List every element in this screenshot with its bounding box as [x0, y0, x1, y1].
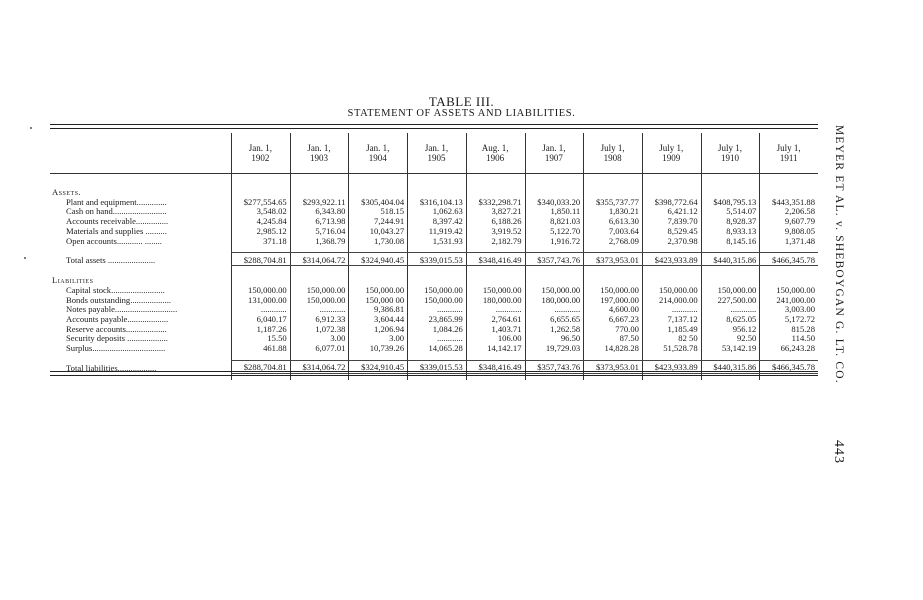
top-rule-1 [50, 124, 818, 125]
value-cell: 2,182.79 [466, 237, 525, 247]
value-cell: 150,000 00 [349, 296, 408, 306]
spacer-cell [290, 174, 349, 189]
value-cell: $332,298.71 [466, 198, 525, 208]
value-cell: $408,795.13 [701, 198, 760, 208]
value-cell: $466,345.78 [760, 360, 818, 373]
bottom-rule-2 [50, 375, 818, 376]
value-cell: $339,015.53 [408, 253, 467, 266]
value-cell: 6,713.98 [290, 217, 349, 227]
value-cell: 92.50 [701, 334, 760, 344]
value-cell: 6,655.65 [525, 315, 584, 325]
value-cell: 5,172.72 [760, 315, 818, 325]
value-cell: 150,000.00 [290, 296, 349, 306]
section-heading: Assets. [52, 187, 82, 197]
value-cell: 106.00 [466, 334, 525, 344]
speck [30, 127, 32, 129]
row-label: Materials and supplies .......... [66, 225, 167, 236]
row-label: Cash on hand......................... [66, 206, 167, 217]
spacer-cell [701, 266, 760, 277]
value-cell: $314,064.72 [290, 253, 349, 266]
column-header: July 1, 1910 [701, 133, 760, 174]
value-cell: 1,187.26 [232, 325, 291, 335]
table-title: TABLE III. [428, 94, 495, 109]
value-cell: 2,985.12 [232, 227, 291, 237]
value-cell: $398,772.64 [642, 198, 701, 208]
row-label: Bonds outstanding................... [66, 294, 172, 305]
value-cell: 180,000.00 [525, 296, 584, 306]
value-cell: $324,940.45 [349, 253, 408, 266]
value-cell: 11,919.42 [408, 227, 467, 237]
value-cell: $373,953.01 [584, 360, 643, 373]
value-cell: 6,040.17 [232, 315, 291, 325]
value-cell: 3,604.44 [349, 315, 408, 325]
column-header: Jan. 1, 1904 [349, 133, 408, 174]
value-cell: 150,000.00 [408, 296, 467, 306]
value-cell: 2,764.61 [466, 315, 525, 325]
value-cell: 6,343.80 [290, 207, 349, 217]
value-cell: 1,084.26 [408, 325, 467, 335]
value-cell: $324,910.45 [349, 360, 408, 373]
value-cell: 371.18 [232, 237, 291, 247]
value-cell: 180,000.00 [466, 296, 525, 306]
spacer-cell [525, 266, 584, 277]
spacer-cell [584, 174, 643, 189]
value-cell: ............ [642, 305, 701, 315]
value-cell: 150,000.00 [466, 286, 525, 296]
value-cell: 9,386.81 [349, 305, 408, 315]
spacer-cell [760, 174, 818, 189]
value-cell: 2,370.98 [642, 237, 701, 247]
value-cell: $340,033.20 [525, 198, 584, 208]
value-cell: 7,003.64 [584, 227, 643, 237]
value-cell: 1,916.72 [525, 237, 584, 247]
spacer-cell [642, 266, 701, 277]
value-cell: 19,729.03 [525, 344, 584, 354]
running-head-text: MEYER ET AL. v. SHEBOYGAN G. LT. CO. [833, 125, 845, 384]
value-cell: 7,137.12 [642, 315, 701, 325]
spacer-cell [525, 174, 584, 189]
table-subtitle: STATEMENT OF ASSETS AND LIABILITIES. [347, 108, 576, 119]
running-head [829, 125, 847, 385]
value-cell: 770.00 [584, 325, 643, 335]
value-cell: ............ [701, 305, 760, 315]
value-cell: 150,000.00 [701, 286, 760, 296]
value-cell: 461.88 [232, 344, 291, 354]
value-cell: $339,015.53 [408, 360, 467, 373]
value-cell: 1,830.21 [584, 207, 643, 217]
value-cell: 8,145.16 [701, 237, 760, 247]
table-row [50, 237, 818, 247]
value-cell: 10,739.26 [349, 344, 408, 354]
value-cell: 815.28 [760, 325, 818, 335]
value-cell: 51,528.78 [642, 344, 701, 354]
spacer-cell [232, 266, 291, 277]
row-label: Notes payable............................. [66, 304, 178, 315]
page-number-text: 443 [831, 440, 846, 464]
value-cell: $355,737.77 [584, 198, 643, 208]
page-number [829, 440, 847, 480]
value-cell: 7,244.91 [349, 217, 408, 227]
value-cell: $423,933.89 [642, 360, 701, 373]
value-cell: 9,808.05 [760, 227, 818, 237]
value-cell: 150,000.00 [232, 286, 291, 296]
spacer-cell [349, 174, 408, 189]
value-cell: ............ [408, 334, 467, 344]
total-row [50, 253, 818, 266]
column-header: Jan. 1, 1905 [408, 133, 467, 174]
row-label: Accounts receivable............... [66, 216, 169, 227]
value-cell: ............ [290, 305, 349, 315]
value-cell: 23,865.99 [408, 315, 467, 325]
row-label: Reserve accounts................... [66, 323, 167, 334]
value-cell: 3,827.21 [466, 207, 525, 217]
value-cell: 6,077.01 [290, 344, 349, 354]
spacer-cell [701, 174, 760, 189]
value-cell: 96.50 [525, 334, 584, 344]
value-cell: $316,104.13 [408, 198, 467, 208]
value-cell: 6,421.12 [642, 207, 701, 217]
column-header: Aug. 1, 1906 [466, 133, 525, 174]
value-cell: 227,500.00 [701, 296, 760, 306]
spacer-cell [408, 174, 467, 189]
value-cell: 5,514.07 [701, 207, 760, 217]
value-cell: 1,850.11 [525, 207, 584, 217]
spacer-cell [760, 266, 818, 277]
value-cell: 14,142.17 [466, 344, 525, 354]
value-cell: 8,625.05 [701, 315, 760, 325]
value-cell: 1,371.48 [760, 237, 818, 247]
value-cell: 1,730.08 [349, 237, 408, 247]
value-cell: $305,404.04 [349, 198, 408, 208]
spacer-cell [408, 266, 467, 277]
spacer-cell [232, 174, 291, 189]
spacer-cell [466, 174, 525, 189]
value-cell: 150,000.00 [349, 286, 408, 296]
value-cell: 131,000.00 [232, 296, 291, 306]
value-cell: 214,000.00 [642, 296, 701, 306]
column-header: Jan. 1, 1903 [290, 133, 349, 174]
value-cell: $440,315.86 [701, 253, 760, 266]
table-body [50, 174, 818, 380]
row-label: Security deposits ................... [66, 333, 168, 344]
value-cell: 3,919.52 [466, 227, 525, 237]
spacer-cell [50, 174, 232, 189]
value-cell: 150,000.00 [584, 286, 643, 296]
value-cell: 6,912.33 [290, 315, 349, 325]
value-cell: $357,743.76 [525, 253, 584, 266]
top-rule-2 [50, 128, 818, 129]
value-cell: 150,000.00 [760, 286, 818, 296]
value-cell: 15.50 [232, 334, 291, 344]
section-gap [50, 266, 818, 277]
value-cell: 8,397.42 [408, 217, 467, 227]
value-cell: 1,531.93 [408, 237, 467, 247]
bottom-rule-1 [50, 371, 818, 372]
value-cell: $314,064.72 [290, 360, 349, 373]
value-cell: 2,206.58 [760, 207, 818, 217]
value-cell: $348,416.49 [466, 253, 525, 266]
spacer-cell [642, 174, 701, 189]
value-cell: 150,000.00 [642, 286, 701, 296]
row-label: Capital stock......................... [66, 284, 165, 295]
value-cell: ............ [232, 305, 291, 315]
value-cell: 6,188.26 [466, 217, 525, 227]
value-cell: 1,185.49 [642, 325, 701, 335]
row-label: Total assets ...................... [66, 255, 156, 266]
table-row [50, 344, 818, 354]
row-label: Total liabilities.................. [66, 362, 157, 373]
value-cell: ............ [408, 305, 467, 315]
value-cell: $466,345.78 [760, 253, 818, 266]
value-cell: $288,704.81 [232, 253, 291, 266]
value-cell: 1,062.63 [408, 207, 467, 217]
value-cell: 6,613.30 [584, 217, 643, 227]
value-cell: 150,000.00 [408, 286, 467, 296]
value-cell: 518.15 [349, 207, 408, 217]
spacer-cell [466, 266, 525, 277]
value-cell: 1,368.79 [290, 237, 349, 247]
value-cell: $357,743.76 [525, 360, 584, 373]
value-cell: 197,000.00 [584, 296, 643, 306]
value-cell: 4,245.84 [232, 217, 291, 227]
value-cell: 956.12 [701, 325, 760, 335]
value-cell: 4,600.00 [584, 305, 643, 315]
value-cell: 14,828.28 [584, 344, 643, 354]
column-header: Jan. 1, 1907 [525, 133, 584, 174]
value-cell: $443,351.88 [760, 198, 818, 208]
value-cell: ............ [525, 305, 584, 315]
value-cell: 9,607.79 [760, 217, 818, 227]
value-cell: 53,142.19 [701, 344, 760, 354]
value-cell: 10,043.27 [349, 227, 408, 237]
column-header: July 1, 1908 [584, 133, 643, 174]
value-cell: 3,548.02 [232, 207, 291, 217]
value-cell: 241,000.00 [760, 296, 818, 306]
header-separator [50, 174, 818, 189]
value-cell: 2,768.09 [584, 237, 643, 247]
value-cell: 1,262.58 [525, 325, 584, 335]
row-label: Plant and equipment.............. [66, 196, 167, 207]
value-cell: 3,003.00 [760, 305, 818, 315]
spacer-cell [584, 266, 643, 277]
value-cell: 150,000.00 [525, 286, 584, 296]
column-header: July 1, 1909 [642, 133, 701, 174]
value-cell: $440,315.86 [701, 360, 760, 373]
value-cell: 1,403.71 [466, 325, 525, 335]
speck [24, 257, 26, 259]
column-header: July 1, 1911 [760, 133, 818, 174]
value-cell: 87.50 [584, 334, 643, 344]
value-cell: $373,953.01 [584, 253, 643, 266]
value-cell: $277,554.65 [232, 198, 291, 208]
value-cell: 8,928.37 [701, 217, 760, 227]
value-cell: $288,704.81 [232, 360, 291, 373]
column-header: Jan. 1, 1902 [232, 133, 291, 174]
value-cell: $348,416.49 [466, 360, 525, 373]
value-cell: 3.00 [349, 334, 408, 344]
assets-liabilities-table [50, 133, 818, 380]
value-cell: 8,529.45 [642, 227, 701, 237]
spacer-cell [290, 266, 349, 277]
value-cell: $293,922.11 [290, 198, 349, 208]
value-cell: 7,839.70 [642, 217, 701, 227]
value-cell: 150,000.00 [290, 286, 349, 296]
section-heading: Liabilities [52, 275, 94, 286]
value-cell: $423,933.89 [642, 253, 701, 266]
value-cell: 3.00 [290, 334, 349, 344]
value-cell: 114.50 [760, 334, 818, 344]
spacer-cell [349, 266, 408, 277]
value-cell: 1,072.38 [290, 325, 349, 335]
value-cell: 5,122.70 [525, 227, 584, 237]
header-row [50, 133, 818, 174]
row-label: Accounts payable................... [66, 314, 169, 325]
label-column-header [50, 133, 232, 174]
value-cell: 8,821.03 [525, 217, 584, 227]
row-label: Open accounts............ ........ [66, 235, 162, 246]
value-cell: 1,206.94 [349, 325, 408, 335]
row-label: Surplus.................................. [66, 343, 166, 354]
value-cell: 6,667.23 [584, 315, 643, 325]
value-cell: 82 50 [642, 334, 701, 344]
value-cell: 8,933.13 [701, 227, 760, 237]
value-cell: 14,065.28 [408, 344, 467, 354]
value-cell: ............ [466, 305, 525, 315]
value-cell: 66,243.28 [760, 344, 818, 354]
value-cell: 5,716.04 [290, 227, 349, 237]
